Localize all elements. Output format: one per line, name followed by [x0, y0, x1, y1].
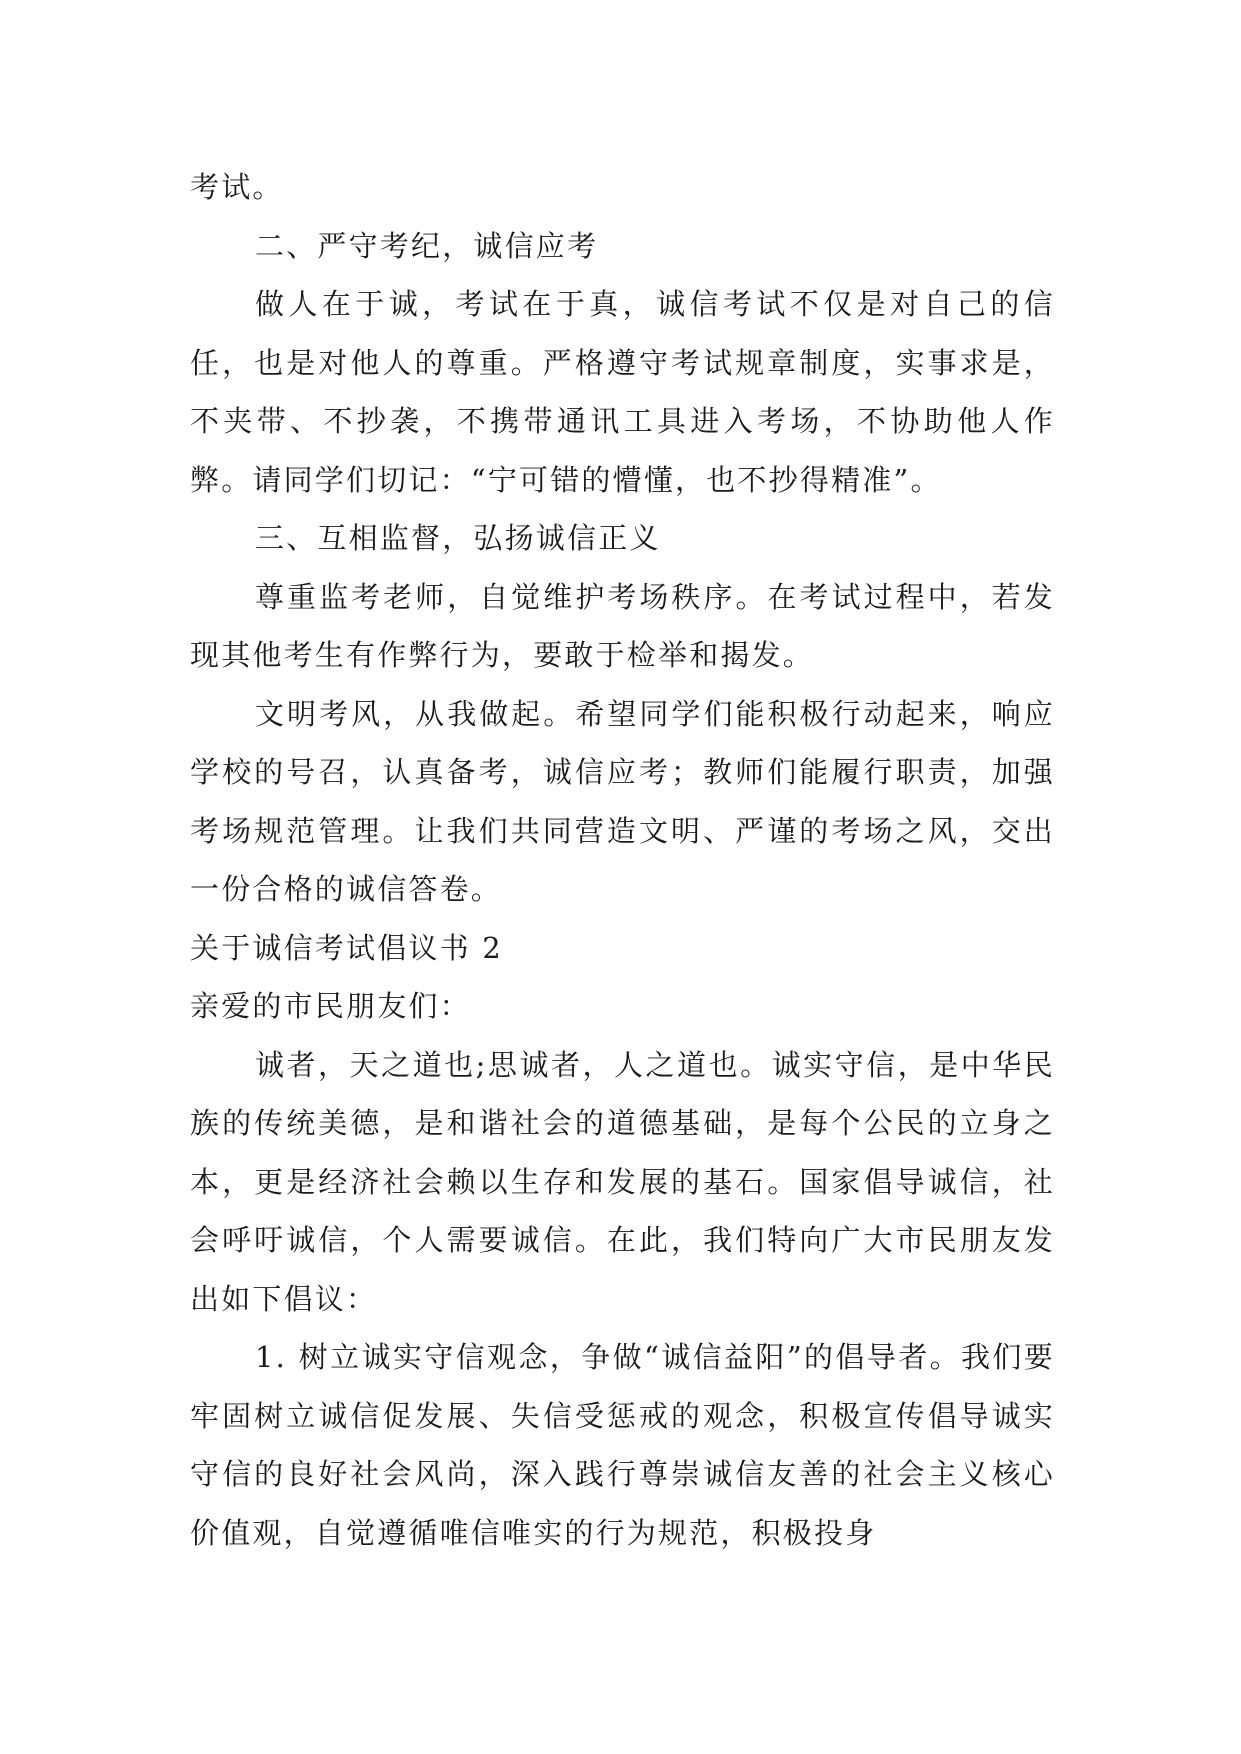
document-title-2: 关于诚信考试倡议书 2 [190, 930, 503, 965]
paragraph-exam-continuation: 考试。 [190, 170, 284, 204]
salutation: 亲爱的市民朋友们： [190, 989, 471, 1023]
section-heading-2: 二、严守考纪，诚信应考 [255, 228, 599, 263]
document-body [190, 158, 1055, 1562]
paragraph-honesty-in-exams: 做人在于诚，考试在于真，诚信考试不仅是对自己的信任，也是对他人的尊重。严格遵守考试规章制度，实事求是，不夹带、不抄袭，不携带通讯工具进入考场，不协助他人作弊。请同学们切记：“宁可错的懵懂，也不抄得精准”。 [190, 287, 1055, 497]
paragraph-civil-exam-style: 文明考风，从我做起。希望同学们能积极行动起来，响应学校的号召，认真备考，诚信应考；教师们能履行职责，加强考场规范管理。让我们共同营造文明、严谨的考场之风，交出一份合格的诚信答卷。 [190, 696, 1055, 906]
paragraph-item-1: 1. 树立诚实守信观念，争做“诚信益阳”的倡导者。我们要牢固树立诚信促发展、失信受惩戒的观念，积极宣传倡导诚实守信的良好社会风尚，深入践行尊崇诚信友善的社会主义核心价值观，自觉遵循唯信唯实的行为规范，积极投身 [190, 1340, 1055, 1550]
paragraph-integrity-intro: 诚者，天之道也;思诚者，人之道也。诚实守信，是中华民族的传统美德，是和谐社会的道德基础，是每个公民的立身之本，更是经济社会赖以生存和发展的基石。国家倡导诚信，社会呼吁诚信，个人需要诚信。在此，我们特向广大市民朋友发出如下倡议： [190, 1047, 1055, 1316]
section-heading-3: 三、互相监督，弘扬诚信正义 [255, 521, 661, 555]
paragraph-respect-invigilators: 尊重监考老师，自觉维护考场秩序。在考试过程中，若发现其他考生有作弊行为，要敢于检举和揭发。 [190, 579, 1055, 672]
